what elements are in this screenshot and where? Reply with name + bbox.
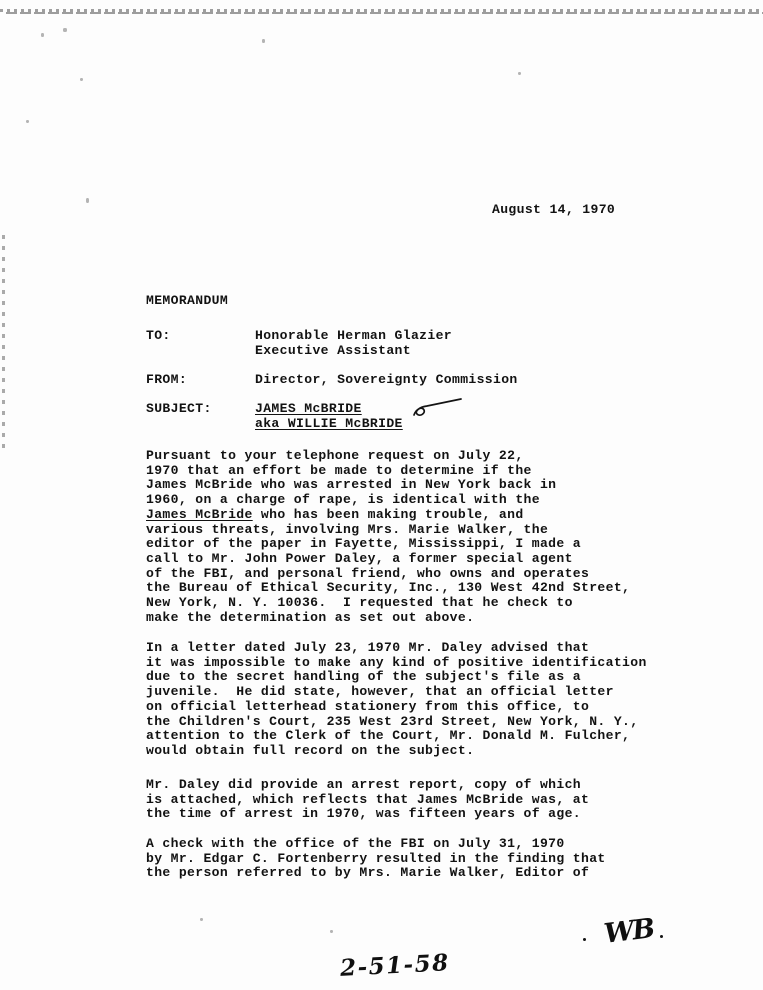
paragraph-1-line-12: make the determination as set out above. xyxy=(146,609,475,625)
paragraph-1-line-7: editor of the paper in Fayette, Mississippi, I made a xyxy=(146,536,581,552)
paragraph-4-line-1: A check with the office of the FBI on July 31, 1970 xyxy=(146,836,565,851)
scan-edge-artifact-top-secondary xyxy=(6,12,763,14)
paragraph-1-line-5-rest: who has been making trouble, and xyxy=(252,506,524,522)
paragraph-1-line-10: the Bureau of Ethical Security, Inc., 130 West 42nd Street, xyxy=(146,580,631,596)
body-paragraph-1 xyxy=(146,449,630,626)
subject-label: SUBJECT: xyxy=(146,401,212,416)
scan-speck xyxy=(262,39,265,43)
paragraph-1-line-9: of the FBI, and personal friend, who owns and operates xyxy=(146,565,590,581)
paragraph-3-line-3: the time of arrest in 1970, was fifteen years of age. xyxy=(146,806,581,822)
handwritten-check-mark-icon xyxy=(409,398,463,424)
paragraph-2-line-2: it was impossible to make any kind of positive identification xyxy=(146,654,647,670)
scan-speck xyxy=(63,28,67,32)
scan-speck xyxy=(86,198,89,203)
scan-speck xyxy=(41,33,44,37)
paragraph-4-line-2: by Mr. Edgar C. Fortenberry resulted in the finding that xyxy=(146,850,606,866)
paragraph-2-line-7: attention to the Clerk of the Court, Mr. Donald M. Fulcher, xyxy=(146,728,631,744)
subject-value-line-2: aka WILLIE McBRIDE xyxy=(255,415,403,431)
paragraph-2-line-1: In a letter dated July 23, 1970 Mr. Daley advised that xyxy=(146,640,590,655)
from-label: FROM: xyxy=(146,372,188,387)
paragraph-1-line-11: New York, N. Y. 10036. I requested that he check to xyxy=(146,595,573,611)
scan-speck xyxy=(200,918,203,921)
paragraph-2-line-5: on official letterhead stationery from this office, to xyxy=(146,698,590,714)
to-value-line-1: Honorable Herman Glazier xyxy=(255,328,452,343)
paragraph-3-line-1: Mr. Daley did provide an arrest report, copy of which xyxy=(146,777,581,792)
paragraph-1-line-4: 1960, on a charge of rape, is identical with the xyxy=(146,492,540,508)
paragraph-4-line-3: the person referred to by Mrs. Marie Walker, Editor of xyxy=(146,865,590,881)
paragraph-1-line-6: various threats, involving Mrs. Marie Walker, the xyxy=(146,521,549,537)
memorandum-heading: MEMORANDUM xyxy=(146,293,229,308)
paragraph-1-line-2: 1970 that an effort be made to determine if the xyxy=(146,462,532,478)
paragraph-2-line-8: would obtain full record on the subject. xyxy=(146,743,475,759)
subject-value xyxy=(255,402,403,431)
handwritten-page-marking: 2-51-58 xyxy=(339,949,451,982)
subject-value-line-1: JAMES McBRIDE xyxy=(255,401,362,416)
paragraph-1-line-8: call to Mr. John Power Daley, a former special agent xyxy=(146,551,573,567)
scan-edge-artifact-left xyxy=(2,235,5,450)
body-paragraph-3 xyxy=(146,778,589,822)
scan-speck xyxy=(330,930,333,933)
initials-trailing-dot xyxy=(660,935,663,938)
paragraph-1-line-1: Pursuant to your telephone request on July 22, xyxy=(146,448,524,463)
scan-speck xyxy=(26,120,29,123)
paragraph-1-line-5-underlined-name: James McBride xyxy=(146,506,253,522)
initials-leading-dot xyxy=(583,938,586,941)
document-date: August 14, 1970 xyxy=(492,202,616,217)
handwritten-initials: WB xyxy=(602,913,655,950)
paragraph-2-line-3: due to the secret handling of the subject's file as a xyxy=(146,669,581,685)
body-paragraph-4 xyxy=(146,837,606,881)
to-value xyxy=(255,329,452,358)
scan-speck xyxy=(80,78,83,81)
paragraph-2-line-6: the Children's Court, 235 West 23rd Street, New York, N. Y., xyxy=(146,713,639,729)
from-value: Director, Sovereignty Commission xyxy=(255,372,518,387)
to-value-line-2: Executive Assistant xyxy=(255,342,411,358)
paragraph-2-line-4: juvenile. He did state, however, that an official letter xyxy=(146,684,614,700)
scan-speck xyxy=(518,72,521,75)
body-paragraph-2 xyxy=(146,641,647,759)
paragraph-3-line-2: is attached, which reflects that James McBride was, at xyxy=(146,791,590,807)
to-label: TO: xyxy=(146,328,171,343)
paragraph-1-line-3: James McBride who was arrested in New York back in xyxy=(146,477,557,493)
